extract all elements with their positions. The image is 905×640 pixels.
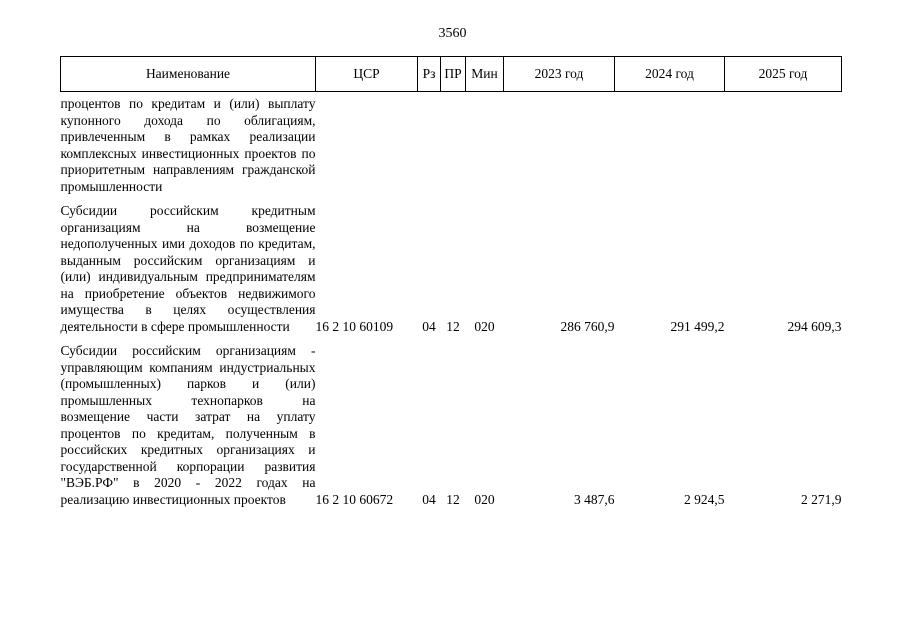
row-csr (316, 92, 418, 196)
row-2024 (615, 92, 725, 196)
budget-table (60, 56, 842, 508)
row-rz (418, 92, 441, 196)
row-name: процентов по кредитам и (или) выплату купонного дохода по облигациям, привлеченным в рамках реализации комплексных инвестиционных проектов по приоритетным направлениям гражданской промышленности (60, 96, 316, 194)
row-2023: 286 760,9 (560, 318, 615, 334)
header-pr: ПР (441, 57, 466, 92)
header-min: Мин (466, 57, 504, 92)
row-2025: 294 609,3 (787, 318, 842, 334)
row-csr: 16 2 10 60109 (315, 318, 394, 334)
header-rz: Рз (418, 57, 441, 92)
row-2025 (725, 92, 842, 196)
row-2024: 2 924,5 (684, 491, 725, 507)
header-2023: 2023 год (504, 57, 615, 92)
row-2024: 291 499,2 (670, 318, 725, 334)
header-2025: 2025 год (725, 57, 842, 92)
table-row (61, 92, 842, 196)
row-name: Субсидии российским организациям - управляющим компаниям индустриальных (промышленных) парков и (или) промышленных технопарков на возмещение части затрат на уплату процентов по кредитам, полученным в российских кредитных организациях и государственной корпорации развития "ВЭБ.РФ" в 2020 - 2022 годах на реализацию инвестиционных проектов (60, 343, 316, 507)
page-number: 3560 (438, 26, 467, 41)
row-pr: 12 (446, 491, 460, 507)
row-min: 020 (474, 318, 495, 334)
header-2024: 2024 год (615, 57, 725, 92)
row-2023: 3 487,6 (574, 491, 615, 507)
row-csr: 16 2 10 60672 (315, 491, 394, 507)
table-row (61, 343, 842, 508)
header-csr: ЦСР (316, 57, 418, 92)
row-name: Субсидии российским кредитным организациям на возмещение недополученных ими доходов по кредитам, выданным российским организациям и (или) индивидуальным предпринимателям на приобретение объектов недвижимого имущества в целях осуществления деятельности в сфере промышленности (60, 203, 316, 334)
row-rz: 04 (422, 491, 436, 507)
row-2023 (504, 92, 615, 196)
row-pr (441, 92, 466, 196)
row-min (466, 92, 504, 196)
row-2025: 2 271,9 (801, 491, 842, 507)
table-header-row (61, 57, 842, 92)
row-spacer (61, 195, 842, 203)
row-pr: 12 (446, 318, 460, 334)
row-rz: 04 (422, 318, 436, 334)
table-row (61, 203, 842, 335)
header-name: Наименование (61, 57, 316, 92)
row-min: 020 (474, 491, 495, 507)
row-spacer (61, 335, 842, 343)
